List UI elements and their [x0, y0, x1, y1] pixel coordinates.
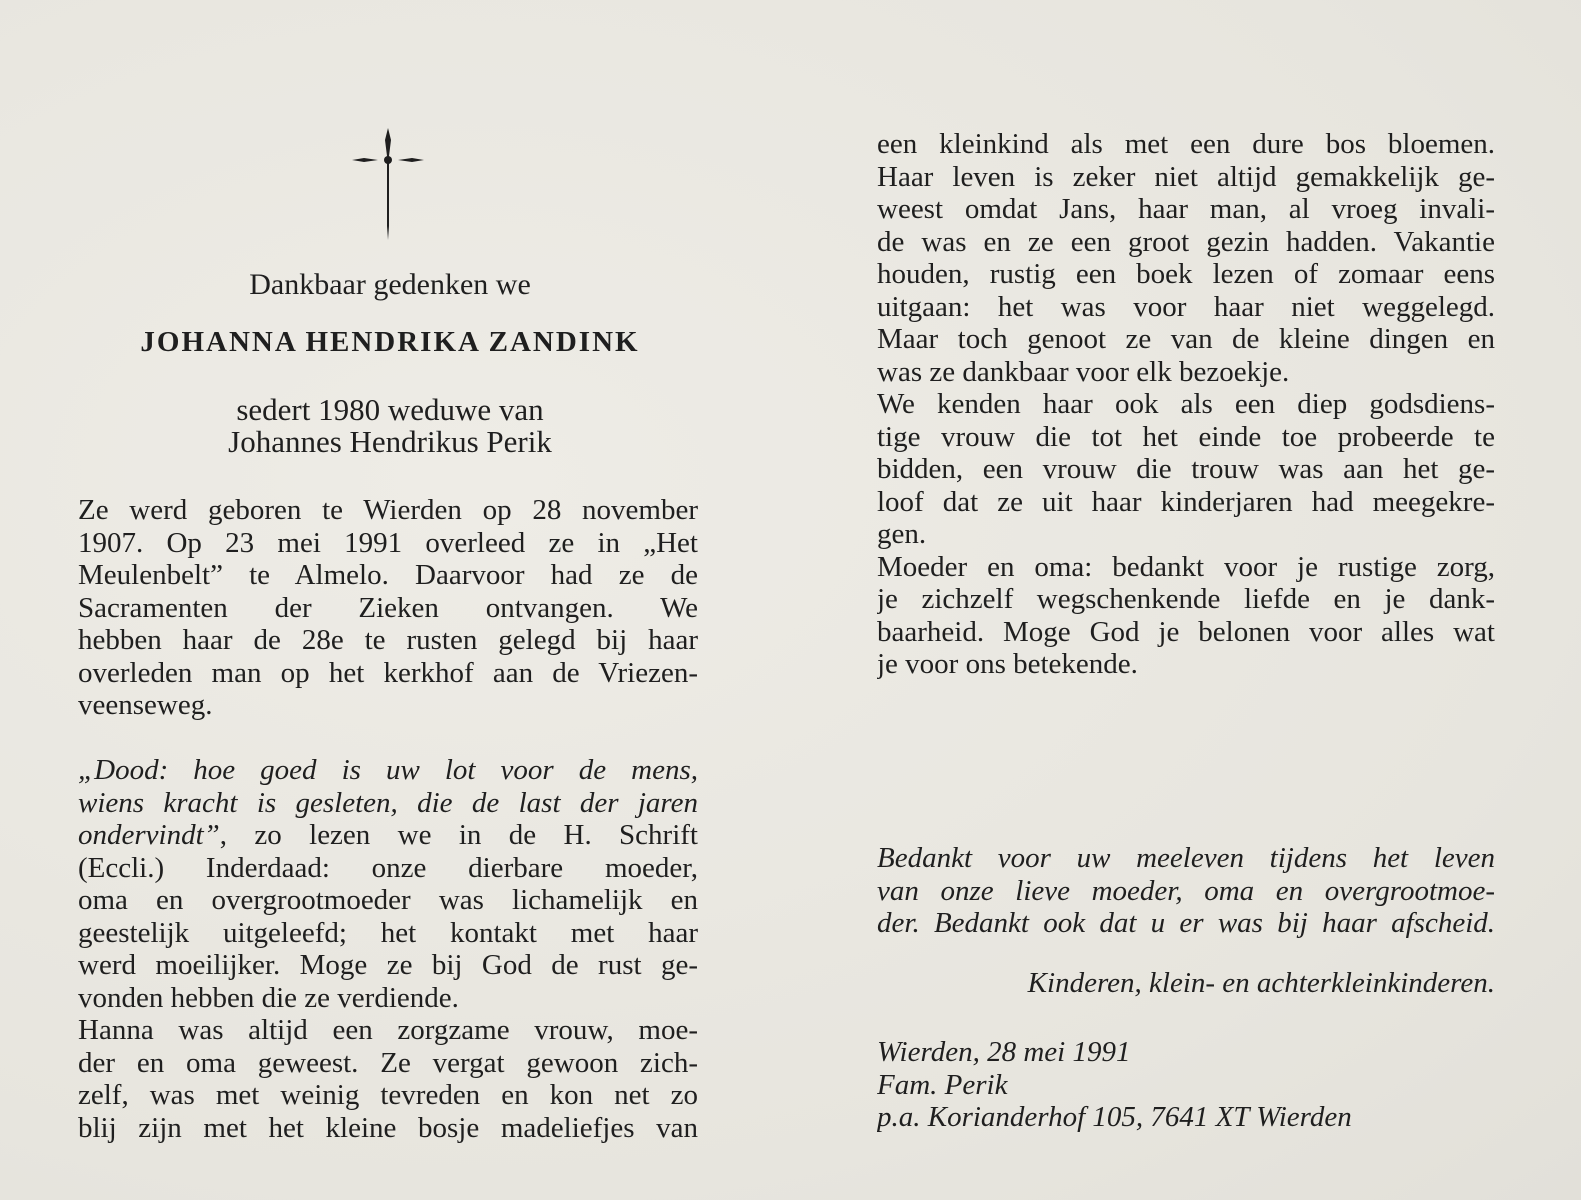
text-line: zelf, was met weinig tevreden en kon net zo — [78, 1079, 698, 1111]
quote-line-mixed — [78, 819, 698, 852]
text-line: houden, rustig een boek lezen of zomaar eens — [877, 258, 1495, 290]
family-name: Fam. Perik — [877, 1068, 1008, 1101]
text-line: Meulenbelt” te Almelo. Daarvoor had ze de — [78, 559, 698, 591]
text-line: je zichzelf wegschenkende liefde en je dank- — [877, 583, 1495, 615]
text-line: loof dat ze uit haar kinderjaren had meegekre- — [877, 485, 1495, 518]
text-line: Moeder en oma: bedankt voor je rustige zorg, — [877, 550, 1495, 583]
quote-line: wiens kracht is gesleten, die de last der jaren — [78, 786, 698, 819]
text-line: een kleinkind als met een dure bos bloemen. — [877, 128, 1495, 160]
text-line: oma en overgrootmoeder was lichamelijk en — [78, 884, 698, 916]
text-line: der en oma geweest. Ze vergat gewoon zich- — [78, 1046, 698, 1079]
text-line: vonden hebben die ze verdiende. — [78, 981, 459, 1014]
text-line: geestelijk uitgeleefd; het kontakt met haar — [78, 916, 698, 949]
thanks-note — [877, 842, 1495, 940]
text-line: gen. — [877, 518, 927, 550]
text-line: Maar toch genoot ze van de kleine dingen en — [877, 323, 1495, 355]
text-line: je voor ons betekende. — [877, 648, 1138, 680]
deceased-name: JOHANNA HENDRIKA ZANDINK — [140, 326, 640, 358]
text-line: hebben haar de 28e te rusten gelegd bij haar — [78, 624, 698, 656]
address: p.a. Korianderhof 105, 7641 XT Wierden — [877, 1101, 1352, 1133]
thanks-line: van onze lieve moeder, oma en overgrootmoe- — [877, 874, 1495, 907]
text-line: veenseweg. — [78, 689, 213, 721]
intro-text: Dankbaar gedenken we — [249, 268, 531, 301]
text-line: (Eccli.) Inderdaad: onze dierbare moeder, — [78, 851, 698, 884]
text-line: blij zijn met het kleine bosje madeliefjes van — [78, 1111, 698, 1144]
thanks-line: Bedankt voor uw meeleven tijdens het leven — [877, 842, 1495, 874]
scripture-paragraph — [78, 754, 698, 1144]
sender-block — [877, 1036, 1437, 1134]
text-line: overleden man op het kerkhof aan de Vriezen- — [78, 656, 698, 689]
quote-line: „Dood: hoe goed is uw lot voor de mens, — [78, 754, 698, 786]
right-paragraph — [877, 128, 1495, 681]
cross-icon — [348, 126, 428, 242]
text-line: baarheid. Moge God je belonen voor alles wat — [877, 615, 1495, 648]
quote-tail: , zo lezen we in de H. Schrift — [219, 819, 698, 851]
family-signature: Kinderen, klein- en achterkleinkinderen. — [1027, 967, 1495, 999]
text-line: was ze dankbaar voor elk bezoekje. — [877, 355, 1290, 388]
text-line: tige vrouw die tot het einde toe probeerde te — [877, 420, 1495, 453]
text-line: uitgaan: het was voor haar niet weggelegd. — [877, 290, 1495, 323]
text-line: bidden, een vrouw die trouw was aan het ge- — [877, 453, 1495, 485]
text-line: We kenden haar ook als een diep godsdiens- — [877, 388, 1495, 420]
text-line: Ze werd geboren te Wierden op 28 november — [78, 494, 698, 526]
quote-end: ondervindt” — [78, 819, 220, 851]
widow-line-1: sedert 1980 weduwe van — [236, 392, 544, 427]
text-line: 1907. Op 23 mei 1991 overleed ze in „Het — [78, 526, 698, 559]
text-line: de was en ze een groot gezin hadden. Vakantie — [877, 225, 1495, 258]
widow-line-2: Johannes Hendrikus Perik — [228, 424, 552, 459]
thanks-line: der. Bedankt ook dat u er was bij haar afscheid. — [877, 907, 1495, 939]
text-line: weest omdat Jans, haar man, al vroeg invali- — [877, 193, 1495, 225]
text-line: werd moeilijker. Moge ze bij God de rust ge- — [78, 949, 698, 981]
place-date: Wierden, 28 mei 1991 — [877, 1036, 1131, 1068]
text-line: Haar leven is zeker niet altijd gemakkelijk ge- — [877, 160, 1495, 193]
birth-paragraph — [78, 494, 698, 722]
text-line: Hanna was altijd een zorgzame vrouw, moe- — [78, 1014, 698, 1046]
text-line: Sacramenten der Zieken ontvangen. We — [78, 591, 698, 624]
